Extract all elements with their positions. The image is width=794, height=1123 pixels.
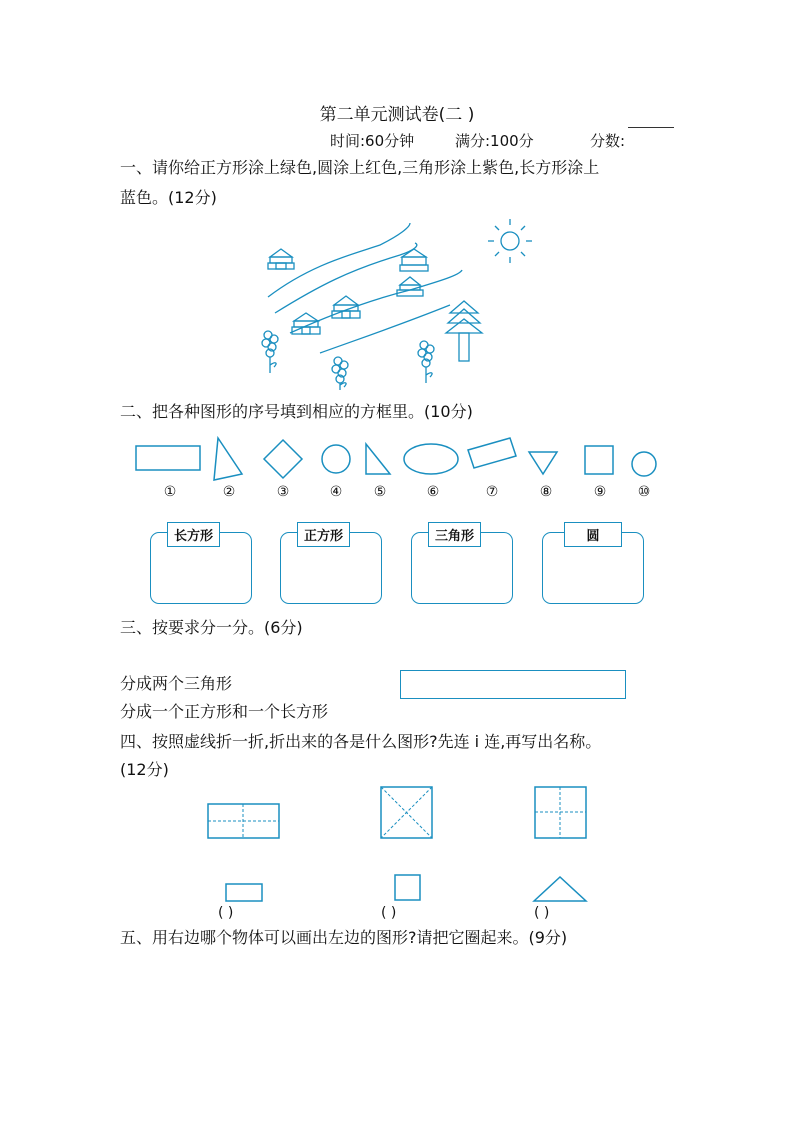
shape-3-square-rotated: [264, 440, 302, 478]
river-line: [268, 223, 410, 297]
shape-8-triangle-inverted: [529, 452, 557, 474]
q4-answer-blank-2[interactable]: ( ): [381, 905, 397, 921]
shape-number-2: ②: [222, 484, 236, 500]
q1-scene-illustration[interactable]: [250, 215, 550, 395]
time-limit: 时间:60分钟: [330, 132, 415, 150]
shape-6-ellipse: [404, 444, 458, 474]
category-label-triangle: 三角形: [428, 522, 481, 547]
q3-rectangle-to-divide[interactable]: [400, 670, 626, 699]
shape-number-9: ⑨: [593, 484, 607, 500]
fold-square-with-diagonals: [381, 787, 432, 838]
shape-number-3: ③: [276, 484, 290, 500]
q3-option-square-and-rectangle: 分成一个正方形和一个长方形: [120, 702, 329, 721]
category-label-rectangle: 长方形: [167, 522, 220, 547]
q4-answer-blank-3[interactable]: ( ): [534, 905, 550, 921]
category-label-circle: 圆: [564, 522, 622, 547]
shape-house-icon: [268, 249, 294, 269]
q1-text-line2: 蓝色。(12分): [120, 188, 217, 207]
q4-text-line1: 四、按照虚线折一折,折出来的各是什么图形?先连 i 连,再写出名称。: [120, 732, 602, 751]
tree-icon: [446, 301, 482, 361]
category-label-square: 正方形: [297, 522, 350, 547]
q5-text: 五、用右边哪个物体可以画出左边的图形?请把它圈起来。(9分): [120, 928, 568, 947]
result-small-rectangle: [226, 884, 262, 901]
flower-icon: [262, 331, 278, 373]
fold-rectangle-with-cross: [208, 804, 279, 838]
q4-fold-shapes[interactable]: [0, 780, 794, 900]
q3-text: 三、按要求分一分。(6分): [120, 618, 303, 637]
shape-9-square: [585, 446, 613, 474]
shape-7-rectangle-tilted: [468, 438, 516, 468]
q4-answer-blank-1[interactable]: ( ): [218, 905, 234, 921]
full-score: 满分:100分: [455, 132, 534, 150]
result-small-square: [395, 875, 420, 900]
score-blank-line[interactable]: [628, 127, 674, 128]
shape-number-1: ①: [163, 484, 177, 500]
flower-icon: [418, 341, 434, 383]
q4-text-line2: (12分): [120, 760, 169, 779]
river-line: [290, 270, 462, 333]
shape-2-triangle: [214, 438, 242, 480]
shape-5-triangle: [366, 444, 390, 474]
shape-number-8: ⑧: [539, 484, 553, 500]
shape-number-5: ⑤: [373, 484, 387, 500]
shape-10-circle: [632, 452, 656, 476]
score-label: 分数:: [590, 132, 626, 150]
shape-4-circle: [322, 445, 350, 473]
fold-square-with-cross: [535, 787, 586, 838]
page-title: 第二单元测试卷(二 ): [319, 105, 475, 125]
result-triangle: [534, 877, 586, 901]
shape-number-4: ④: [329, 484, 343, 500]
q2-text: 二、把各种图形的序号填到相应的方框里。(10分): [120, 402, 473, 421]
sun-icon: [488, 219, 532, 263]
shape-number-10: ⑩: [637, 484, 651, 500]
shape-number-7: ⑦: [485, 484, 499, 500]
q3-option-two-triangles: 分成两个三角形: [120, 674, 233, 693]
shape-1-rectangle: [136, 446, 200, 470]
flower-icon: [332, 357, 348, 390]
q1-text-line1: 一、请你给正方形涂上绿色,圆涂上红色,三角形涂上紫色,长方形涂上: [120, 158, 600, 177]
q2-shapes-row: [0, 430, 794, 490]
shape-number-6: ⑥: [426, 484, 440, 500]
